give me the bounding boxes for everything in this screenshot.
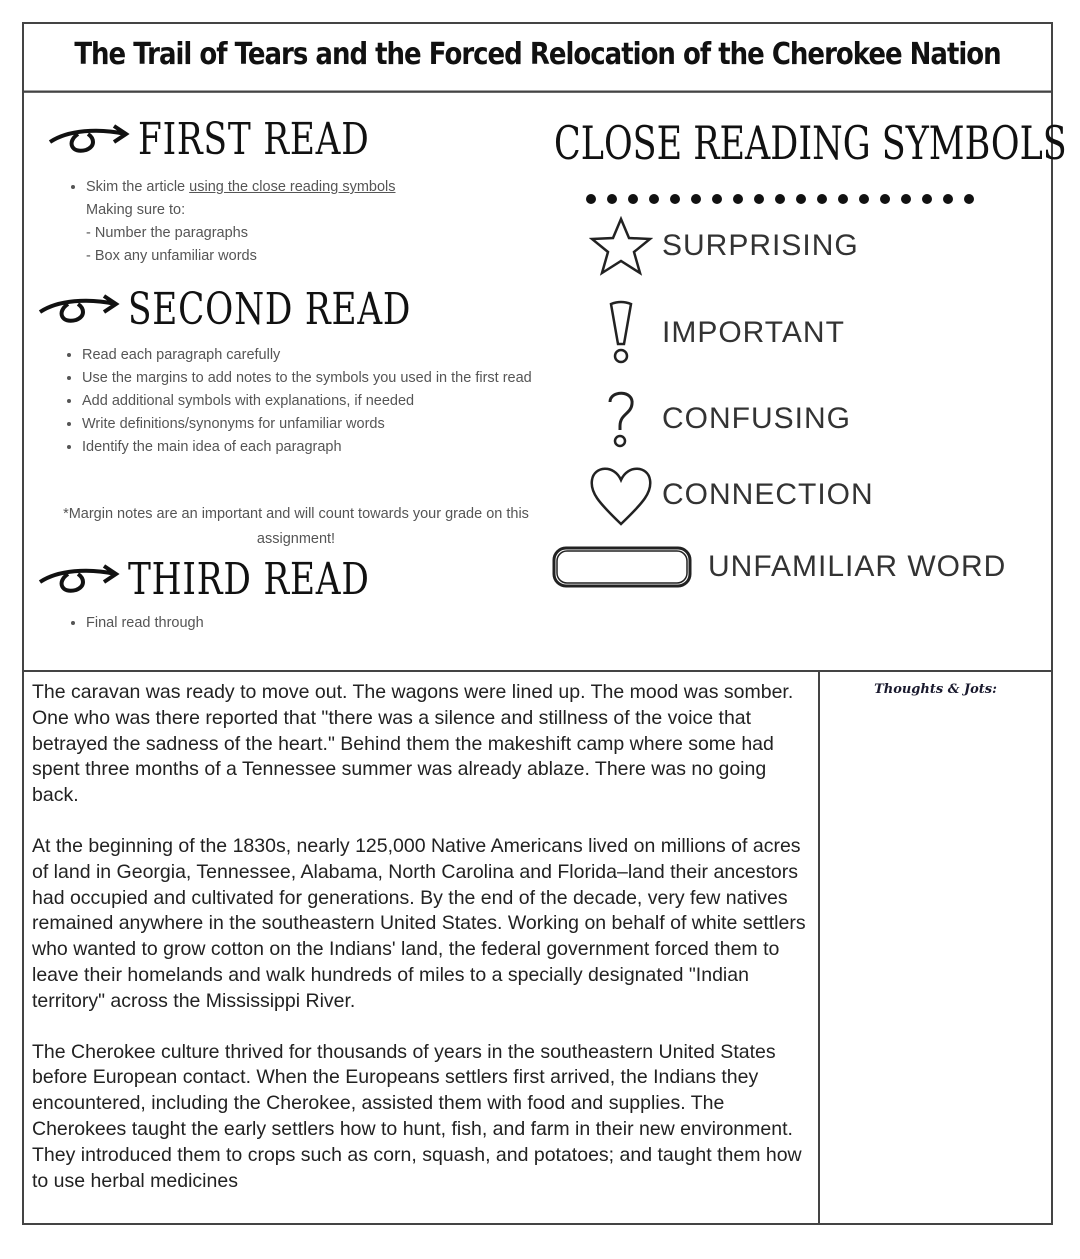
list-item: • Write definitions/synonyms for unfamiliar words (82, 413, 542, 436)
instructions-section (24, 86, 1067, 672)
question-icon (586, 388, 656, 450)
symbol-confusing: CONFUSING (586, 388, 851, 450)
third-read-list (68, 612, 204, 635)
paragraph: The Cherokee culture thrived for thousands of years in the southeastern United States before European contact. When the Europeans settlers first arrived, the Indians they encountered, including the Cherokee, assisted them with food and supplies. The Cherokees taught the early settlers how to hunt, fish, and farm in their new environment. They introduced them to crops such as corn, squash, and potatoes; and taught them how to use herbal medicines (32, 1040, 802, 1192)
list-item: • Add additional symbols with explanations, if needed (82, 390, 542, 413)
list-item: • Identify the main idea of each paragraph (82, 436, 542, 459)
list-item: - Box any unfamiliar words (86, 248, 257, 264)
arrow-icon (38, 560, 120, 600)
worksheet-title: The Trail of Tears and the Forced Relocation of the Cherokee Nation (24, 19, 1051, 93)
column-divider (818, 670, 820, 1223)
arrow-icon (48, 120, 130, 160)
paragraph: The caravan was ready to move out. The wagons were lined up. The mood was somber. One who was there reported that "there was a silence and stillness of the voice that betrayed the sadness of the heart." Behind them the makeshift camp where some had spent three months of a Tennessee summer was already ablaze. There was no going back. (32, 681, 794, 807)
list-item: - Number the paragraphs (86, 225, 248, 241)
thoughts-jots-heading: Thoughts & Jots: (874, 682, 997, 697)
first-read-heading: FIRST READ (48, 114, 435, 165)
first-read-list (68, 176, 396, 268)
symbol-surprising: SURPRISING (586, 216, 859, 276)
box-icon (550, 544, 694, 590)
list-item: • Final read through (86, 612, 204, 635)
symbols-heading: CLOSE READING SYMBOLS (554, 116, 1067, 170)
list-item: • Skim the article using the close reading symbols (86, 176, 396, 199)
symbol-connection: CONNECTION (586, 462, 874, 528)
paragraph: At the beginning of the 1830s, nearly 125,000 Native Americans lived on millions of acres of land in Georgia, Tennessee, Alabama, North Carolina and Florida–land their ancestors had occupied and cultivated for generations. By the end of the decade, very few natives remained anywhere in the southeastern United States. Working on behalf of white settlers who wanted to grow cotton on the Indians' land, the federal government forced them to leave their homelands and walk hundreds of miles to a specially designated "Indian territory" across the Mississippi River. (32, 834, 806, 1012)
article-text (32, 680, 812, 1219)
exclamation-icon (586, 300, 656, 366)
article-section (24, 670, 1051, 1223)
heart-icon (586, 462, 656, 528)
dot-divider (586, 194, 974, 204)
symbol-important: IMPORTANT (586, 300, 845, 366)
star-icon (586, 216, 656, 276)
second-read-heading: SECOND READ (38, 284, 491, 335)
symbol-unfamiliar-word: UNFAMILIAR WORD (550, 544, 1006, 590)
arrow-icon (38, 290, 120, 330)
margin-note: *Margin notes are an important and will count towards your grade on this assignment! (63, 506, 529, 547)
worksheet (22, 22, 1067, 1225)
list-item: • Read each paragraph carefully (82, 344, 542, 367)
list-item: Making sure to: (86, 202, 186, 218)
second-read-list (64, 344, 542, 459)
third-read-heading: THIRD READ (38, 554, 438, 605)
list-item: • Use the margins to add notes to the symbols you used in the first read (82, 367, 542, 390)
